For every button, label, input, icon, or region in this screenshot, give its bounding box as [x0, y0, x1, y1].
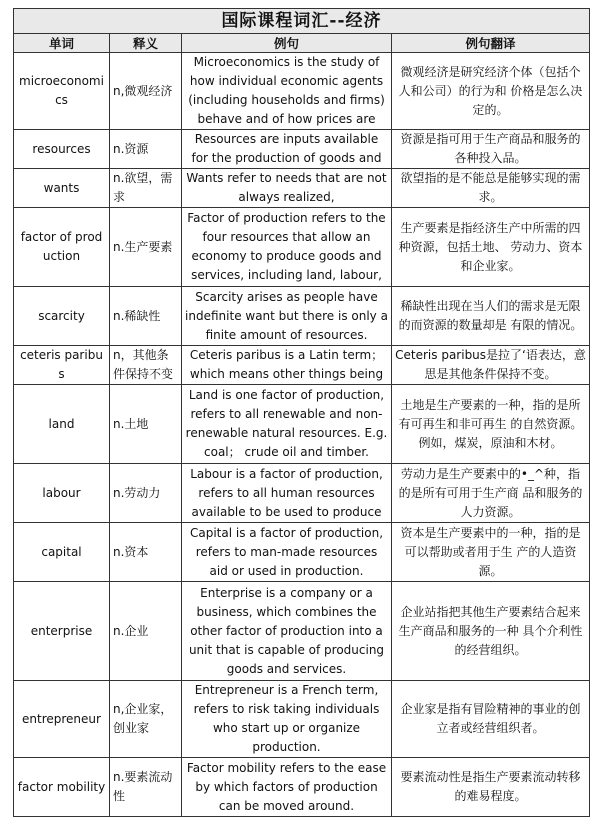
definition-cell: n,微观经济	[110, 53, 182, 130]
definition-cell: n,企业家，创业家	[110, 681, 182, 758]
table-row	[14, 53, 590, 130]
translation-cell: 企业站指把其他生产要素结合起来生产商品和服务的一种 具个介利性的经营组织。	[392, 582, 590, 681]
translation-cell: 资源是指可用于生产商品和服务的各种投入品。	[392, 130, 590, 169]
word-cell: factor of production	[14, 208, 110, 287]
example-cell: Scarcity arises as people have indefinite want but there is only a finite amount of resources.	[182, 287, 392, 346]
translation-cell: 微观经济是研究经济个体（包括个人和公司）的行为和 价格是怎么决定的。	[392, 53, 590, 130]
definition-cell: n，其他条件保持不变	[110, 346, 182, 385]
example-cell: Enterprise is a company or a business, which combines the other factor of production into a unit that is capable of producing goods and services.	[182, 582, 392, 681]
example-cell: Capital is a factor of production, refers to man-made resources aid or used in production.	[182, 523, 392, 582]
example-cell: Microeconomics is the study of how individual economic agents (including households and firms) behave and of how prices are	[182, 53, 392, 130]
example-cell: Resources are inputs available for the production of goods and	[182, 130, 392, 169]
word-cell: capital	[14, 523, 110, 582]
translation-cell: 稀缺性出现在当人们的需求是无限的而资源的数量却是 有限的情况。	[392, 287, 590, 346]
translation-cell: 欲望指的是不能总是能够实现的需求。	[392, 169, 590, 208]
definition-cell: n.资本	[110, 523, 182, 582]
example-cell: Wants refer to needs that are not always realized,	[182, 169, 392, 208]
definition-cell: n.生产要素	[110, 208, 182, 287]
table-row	[14, 208, 590, 287]
table-row	[14, 582, 590, 681]
table-row	[14, 346, 590, 385]
header-example: 例句	[182, 34, 392, 53]
example-cell: Factor of production refers to the four resources that allow an economy to produce goods and services, including land, labour,	[182, 208, 392, 287]
word-cell: resources	[14, 130, 110, 169]
translation-cell: 土地是生产要素的一种，指的是所有可再生和非可再生 的自然资源。例如，煤炭，原油和木材。	[392, 385, 590, 464]
translation-cell: Ceteris paribus是拉了‘语表达，意思是其他条件保持不变。	[392, 346, 590, 385]
translation-cell: 企业家是指有冒险精神的事业的创立者或经营组织者。	[392, 681, 590, 758]
header-translation: 例句翻译	[392, 34, 590, 53]
definition-cell: n.劳动力	[110, 464, 182, 523]
word-cell: labour	[14, 464, 110, 523]
translation-cell: 资本是生产要素中的一种，指的是可以帮助或者用于生 产的人造资源。	[392, 523, 590, 582]
definition-cell: n.要素流动性	[110, 758, 182, 817]
definition-cell: n.企业	[110, 582, 182, 681]
definition-cell: n.稀缺性	[110, 287, 182, 346]
word-cell: factor mobility	[14, 758, 110, 817]
definition-cell: n.资源	[110, 130, 182, 169]
word-cell: entrepreneur	[14, 681, 110, 758]
example-cell: Factor mobility refers to the ease by which factors of production can be moved around.	[182, 758, 392, 817]
word-cell: wants	[14, 169, 110, 208]
vocabulary-sheet	[13, 8, 589, 817]
translation-cell: 要素流动性是指生产要素流动转移的难易程度。	[392, 758, 590, 817]
table-row	[14, 169, 590, 208]
word-cell: enterprise	[14, 582, 110, 681]
translation-cell: 劳动力是生产要素中的•_^种，指的是所有可用于生产商 品和服务的人力资源。	[392, 464, 590, 523]
table-row	[14, 287, 590, 346]
table-row	[14, 523, 590, 582]
header-definition: 释义	[110, 34, 182, 53]
definition-cell: n.欲望，需求	[110, 169, 182, 208]
table-row	[14, 464, 590, 523]
table-row	[14, 681, 590, 758]
table-title: 国际课程词汇--经济	[14, 9, 590, 34]
table-row	[14, 758, 590, 817]
example-cell: Land is one factor of production, refers to all renewable and non-renewable natural resources. E.g. coal； crude oil and timber.	[182, 385, 392, 464]
header-word: 单词	[14, 34, 110, 53]
translation-cell: 生产要素是指经济生产中所需的四种资源，包括土地、 劳动力、资本和企业家。	[392, 208, 590, 287]
example-cell: Ceteris paribus is a Latin term； which means other things being	[182, 346, 392, 385]
table-row	[14, 385, 590, 464]
example-cell: Entrepreneur is a French term, refers to risk taking individuals who start up or organize production.	[182, 681, 392, 758]
word-cell: ceteris paribus	[14, 346, 110, 385]
definition-cell: n.土地	[110, 385, 182, 464]
table-row	[14, 130, 590, 169]
example-cell: Labour is a factor of production, refers to all human resources available to be used to produce	[182, 464, 392, 523]
word-cell: microeconomics	[14, 53, 110, 130]
word-cell: land	[14, 385, 110, 464]
vocabulary-table	[13, 8, 590, 817]
word-cell: scarcity	[14, 287, 110, 346]
